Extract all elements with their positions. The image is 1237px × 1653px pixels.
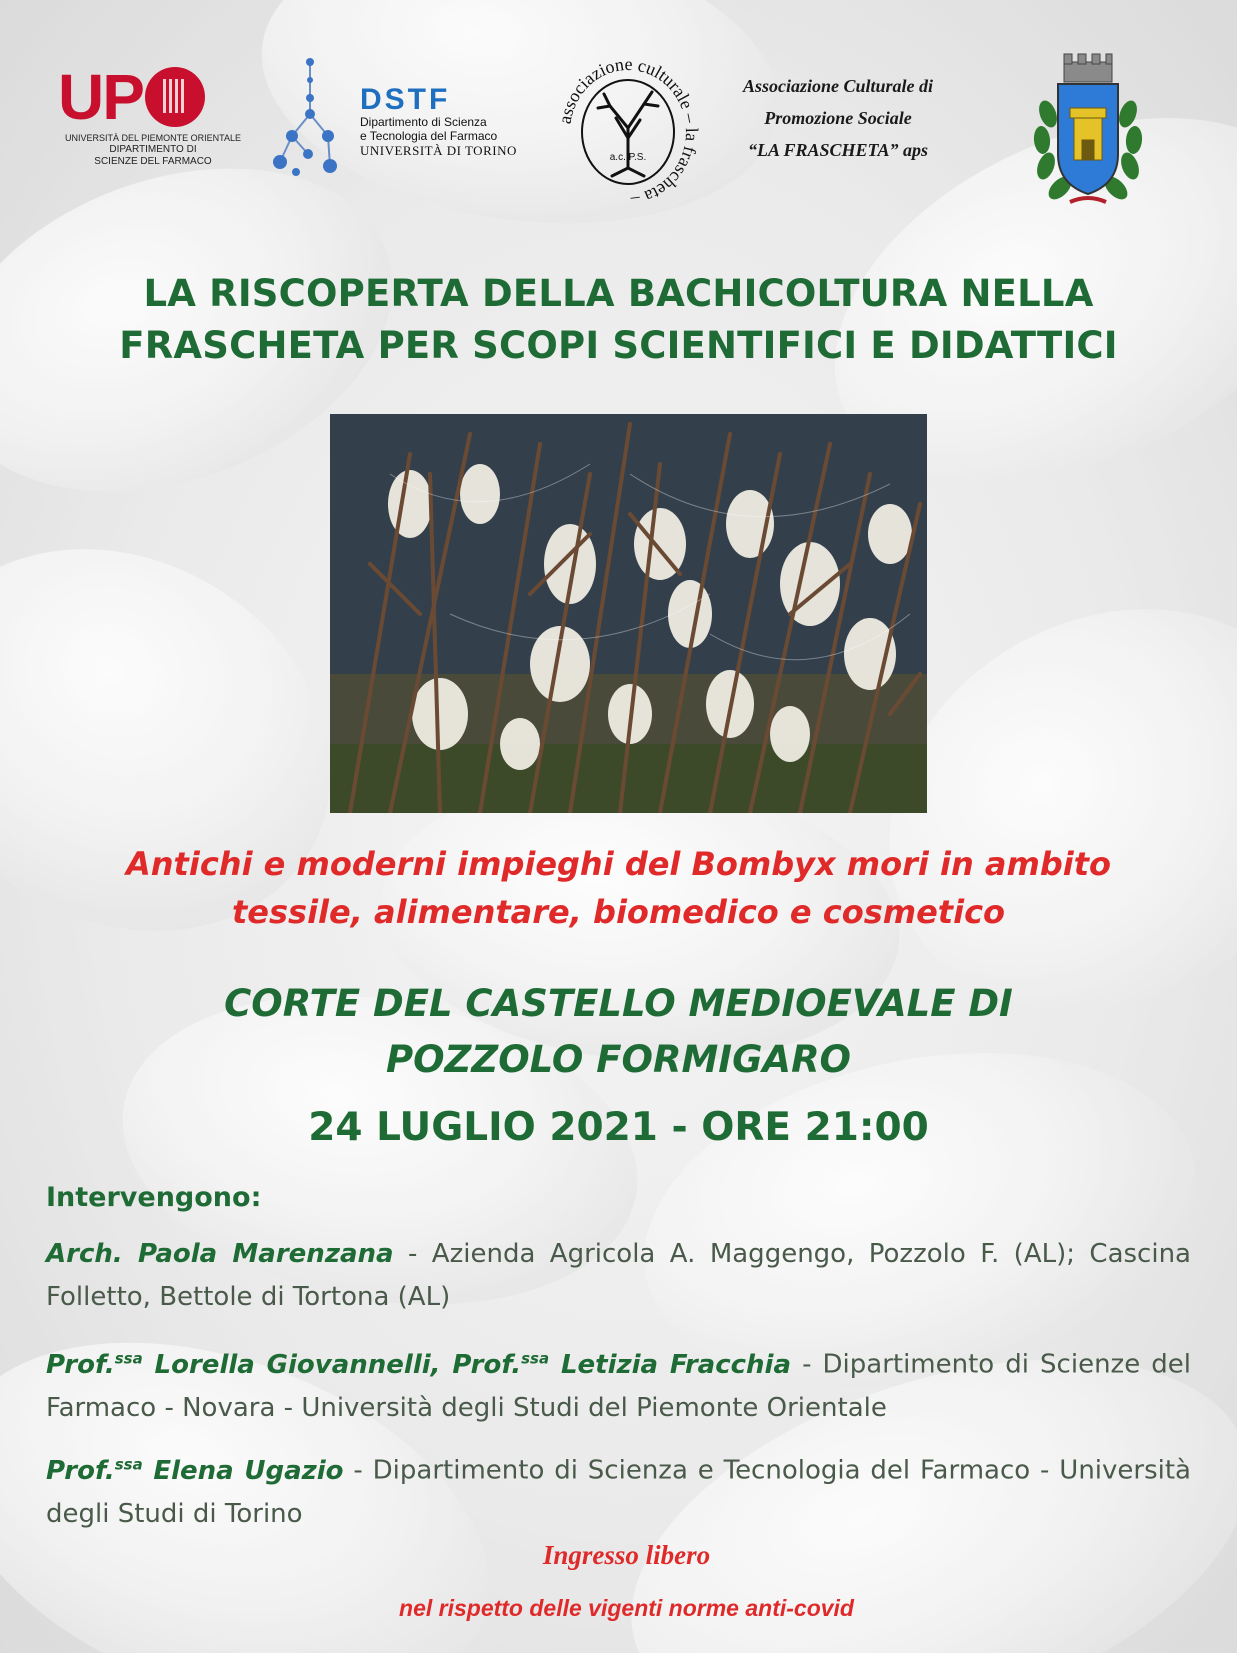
speaker-4-title: Prof.	[46, 1455, 115, 1486]
speaker-entry-2	[46, 1337, 1191, 1430]
cocoons-illustration	[330, 414, 927, 813]
upo-logo-word: UP	[58, 61, 143, 133]
speaker-3-title: Prof.	[452, 1349, 522, 1380]
logo-bar	[0, 40, 1237, 220]
dstf-logo	[360, 85, 530, 158]
speaker-3-name: Letizia Fracchia	[549, 1349, 791, 1380]
speaker-2-title: Prof.	[46, 1349, 115, 1380]
speaker-entry-1	[46, 1233, 1191, 1319]
speaker-1-name: Arch. Paola Marenzana	[46, 1239, 394, 1269]
upo-logo-line1: UNIVERSITÀ DEL PIEMONTE ORIENTALE	[64, 133, 242, 143]
speaker-3-title-sup: ssa	[521, 1349, 550, 1367]
aps-association-text	[718, 70, 958, 166]
event-venue-line1: CORTE DEL CASTELLO MEDIOEVALE DI	[224, 982, 1013, 1025]
event-subtitle-line2: tessile, alimentare, biomedico e cosmetico	[231, 893, 1006, 931]
speakers-heading: Intervengono:	[46, 1182, 262, 1213]
frascheta-tree-logo	[540, 48, 716, 206]
silkworm-cocoons-photo	[330, 414, 927, 813]
speaker-4-name: Elena Ugazio	[142, 1455, 344, 1486]
free-entry-note: Ingresso libero	[542, 1540, 711, 1570]
event-title-line1: LA RISCOPERTA DELLA BACHICOLTURA NELLA	[143, 272, 1094, 315]
upo-logo-line2: DIPARTIMENTO DI	[109, 144, 197, 155]
upo-logo-line3: SCIENZE DEL FARMACO	[94, 156, 212, 167]
upo-logo	[58, 61, 248, 168]
aps-text-line1: Associazione Culturale di	[742, 76, 934, 96]
event-venue-line2: POZZOLO FORMIGARO	[385, 1038, 852, 1081]
covid-rules-note: nel rispetto delle vigenti norme anti-covid	[399, 1595, 854, 1621]
aps-text-line2: Promozione Sociale	[764, 108, 912, 128]
speaker-2-name: Lorella Giovannelli,	[142, 1349, 453, 1380]
dstf-logo-word: DSTF	[360, 83, 451, 116]
molecule-icon	[272, 54, 342, 184]
upo-logo-o-mark	[145, 67, 205, 127]
coat-of-arms-icon	[1030, 44, 1146, 216]
dstf-logo-line2: e Tecnologia del Farmaco	[360, 129, 498, 143]
event-subtitle-line1: Antichi e moderni impieghi del Bombyx mori in ambito	[126, 845, 1111, 883]
event-date: 24 LUGLIO 2021 - ORE 21:00	[308, 1105, 929, 1150]
speaker-entry-3	[46, 1443, 1191, 1536]
event-subtitle	[60, 840, 1177, 936]
event-venue	[60, 976, 1177, 1088]
speaker-2-title-sup: ssa	[114, 1349, 143, 1367]
aps-center-text: a.c. P.S.	[609, 152, 647, 163]
event-title-line2: FRASCHETA PER SCOPI SCIENTIFICI E DIDATTICI	[119, 324, 1118, 367]
speaker-2-affiliation: - Dipartimento di Scienze del Farmaco - Novara - Università degli Studi del Piemonte Orientale	[46, 1349, 1191, 1423]
speaker-1-affiliation: - Azienda Agricola A. Maggengo, Pozzolo F. (AL); Cascina Folletto, Bettole di Tortona (AL)	[46, 1239, 1191, 1312]
speaker-4-affiliation: - Dipartimento di Scienza e Tecnologia del Farmaco - Università degli Studi di Torino	[46, 1455, 1191, 1529]
speaker-4-title-sup: ssa	[114, 1455, 143, 1473]
dstf-logo-line3: UNIVERSITÀ DI TORINO	[360, 143, 517, 158]
aps-ring-text: associazione culturale – la frascheta –	[554, 53, 703, 206]
aps-text-line3: “LA FRASCHETA” aps	[747, 140, 929, 160]
dstf-logo-line1: Dipartimento di Scienza	[360, 115, 487, 129]
event-title	[60, 268, 1177, 372]
